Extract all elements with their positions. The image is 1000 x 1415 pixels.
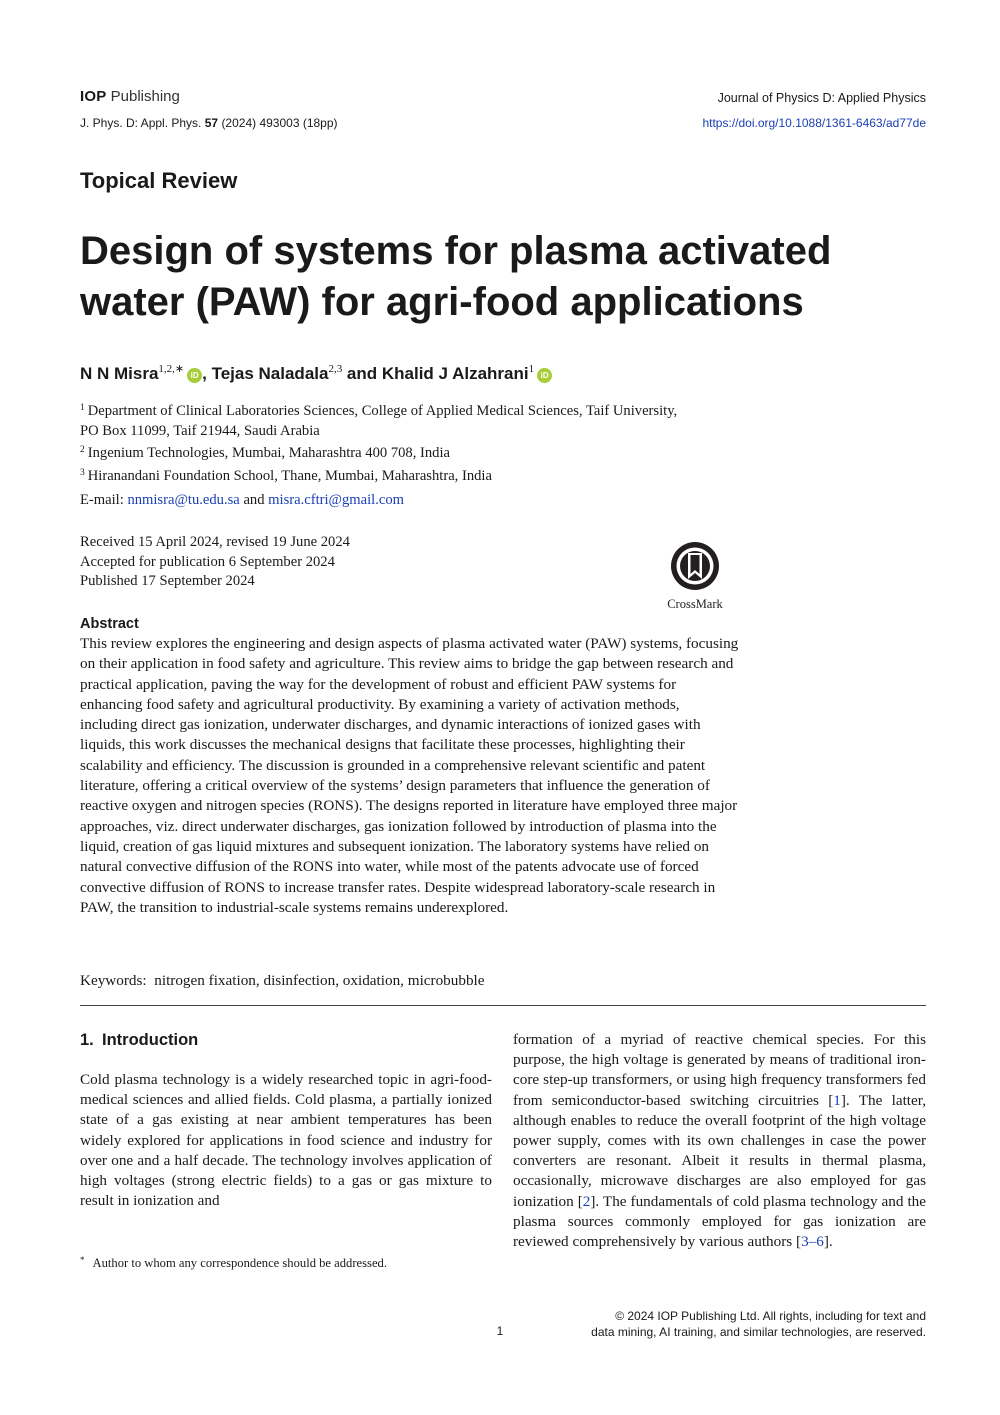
footnote-text: Author to whom any correspondence should be addressed.	[92, 1256, 387, 1270]
footnote	[80, 1255, 387, 1271]
affiliation-text: Hiranandani Foundation School, Thane, Mumbai, Maharashtra, India	[87, 467, 492, 484]
doi-link[interactable]: https://doi.org/10.1088/1361-6463/ad77de	[702, 116, 926, 130]
published-date: Published 17 September 2024	[80, 573, 255, 589]
email-link-secondary[interactable]: misra.cftri@gmail.com	[268, 492, 404, 508]
email-link-primary[interactable]: nnmisra@tu.edu.sa	[127, 492, 240, 508]
author-name: Tejas Naladala	[211, 364, 329, 383]
affiliation-number: 2	[80, 445, 85, 455]
copyright-line: data mining, AI training, and similar technologies, are reserved.	[591, 1325, 926, 1339]
orcid-icon[interactable]: iD	[537, 368, 552, 383]
received-date: Received 15 April 2024, revised 19 June 2024	[80, 534, 350, 550]
affiliation-line	[80, 399, 677, 422]
abstract-heading: Abstract	[80, 616, 139, 632]
author-affiliation-marker: 2,3	[328, 363, 343, 375]
crossmark-icon	[669, 540, 721, 592]
affiliation-text: PO Box 11099, Taif 21944, Saudi Arabia	[80, 422, 320, 439]
email-line	[80, 492, 404, 509]
section-type: Topical Review	[80, 168, 238, 193]
citation	[80, 116, 338, 130]
intro-column-left: Cold plasma technology is a widely researched topic in agri-food-medical sciences and allied fields. Cold plasma, a partially ionized state of a gas existing at near ambient temperatures has been widely explored for applications in food science and industry for over one and a half decade. The technology involves application of high voltages (strong electric fields) to a gas or gas mixture to result in ionization and	[80, 1071, 492, 1210]
author-list	[80, 362, 552, 384]
publisher-logo-text: Publishing	[110, 88, 180, 105]
copyright-line: © 2024 IOP Publishing Ltd. All rights, including for text and	[615, 1309, 926, 1323]
citation-details: (2024) 493003 (18pp)	[221, 116, 338, 130]
page-number: 1	[496, 1324, 504, 1338]
abstract-text: This review explores the engineering and design aspects of plasma activated water (PAW) systems, focusing on their application in food safety and agriculture. This review aims to bridge the gap between research and practical application, paving the way for the development of robust and efficient PAW systems for enhancing food safety and agricultural productivity. By examining a variety of activation methods, including direct gas ionization, underwater discharges, and dynamic interactions of ionized gases with liquids, this work discusses the mechanical designs that facilitate these processes, highlighting their scalability and efficiency. The discussion is grounded in a comprehensive relevant scientific and patent literature, offering a critical overview of the systems’ design parameters that influence the generation of reactive oxygen and nitrogen species (RONS). The designs reported in literature have employed three major approaches, viz. direct underwater discharges, gas ionization followed by introduction of plasma into the liquid, creation of gas liquid mixtures and subsequent ionization. The laboratory systems have relied on natural convective diffusion of the RONS into water, while most of the patents advocate use of forced convective diffusion of RONS to increase transfer rates. Despite widespread laboratory-scale research in PAW, the transition to industrial-scale systems remains underexplored.	[80, 635, 739, 916]
affiliation-line	[80, 464, 677, 487]
copyright-notice	[506, 1308, 926, 1340]
keywords-values: nitrogen fixation, disinfection, oxidation, microbubble	[154, 972, 485, 989]
author-separator: ,	[202, 364, 212, 383]
email-label: E-mail:	[80, 492, 124, 508]
citation-volume: 57	[204, 116, 219, 130]
crossmark-button[interactable]	[662, 540, 728, 612]
affiliation-text: Ingenium Technologies, Mumbai, Maharashtra 400 708, India	[87, 445, 451, 461]
crossmark-label: CrossMark	[667, 597, 723, 611]
orcid-icon[interactable]: iD	[187, 368, 202, 383]
publication-history	[80, 533, 350, 592]
intro-text-part: formation of a myriad of reactive chemical species. For this purpose, the high voltage is generated by means of traditional iron-core step-up transformers, or using high frequency transformers fed from semiconductor-based switching circuitries [	[513, 1031, 926, 1109]
reference-link[interactable]: 3–6	[801, 1233, 824, 1251]
publisher-logo	[80, 88, 180, 105]
affiliations	[80, 399, 677, 486]
section-divider	[80, 1005, 926, 1006]
accepted-date: Accepted for publication 6 September 2024	[80, 553, 335, 570]
publisher-logo-bold: IOP	[80, 88, 107, 105]
keywords-label: Keywords:	[80, 972, 147, 989]
author-separator: and	[342, 364, 382, 383]
keywords	[80, 972, 485, 990]
footnote-mark: *	[80, 1255, 85, 1265]
reference-link[interactable]: 1	[833, 1091, 841, 1109]
affiliation-line	[80, 441, 677, 464]
affiliation-number: 1	[80, 403, 85, 413]
intro-text-part: ]. The fundamentals of cold plasma technology and the plasma sources commonly employed for gas ionization are reviewed comprehensively by various authors [	[513, 1192, 927, 1251]
intro-text-part: ]. The latter, although enables to reduce the overall footprint of the high voltage power supply, comes with its own challenges in case the power converters are resonant. Albeit it results in thermal plasma, occasionally, microwave discharges are also employed for gas ionization [	[513, 1091, 927, 1210]
reference-link[interactable]: 2	[582, 1192, 591, 1210]
intro-column-right	[513, 1030, 926, 1252]
citation-journal: J. Phys. D: Appl. Phys.	[80, 116, 202, 130]
author-name: N N Misra	[80, 364, 159, 383]
author-name: Khalid J Alzahrani	[381, 364, 529, 383]
intro-heading: 1. Introduction	[80, 1031, 199, 1049]
affiliation-text: Department of Clinical Laboratories Sciences, College of Applied Medical Sciences, Taif University,	[87, 403, 678, 419]
author-affiliation-marker: 1	[528, 363, 535, 375]
email-joiner: and	[243, 492, 265, 508]
affiliation-line	[80, 422, 677, 442]
paper-title: Design of systems for plasma activated water (PAW) for agri-food applications	[80, 229, 832, 324]
intro-text-part: ].	[823, 1233, 833, 1251]
affiliation-number: 3	[80, 467, 85, 478]
journal-name: Journal of Physics D: Applied Physics	[717, 91, 926, 105]
author-affiliation-marker: 1,2,∗	[158, 363, 185, 375]
